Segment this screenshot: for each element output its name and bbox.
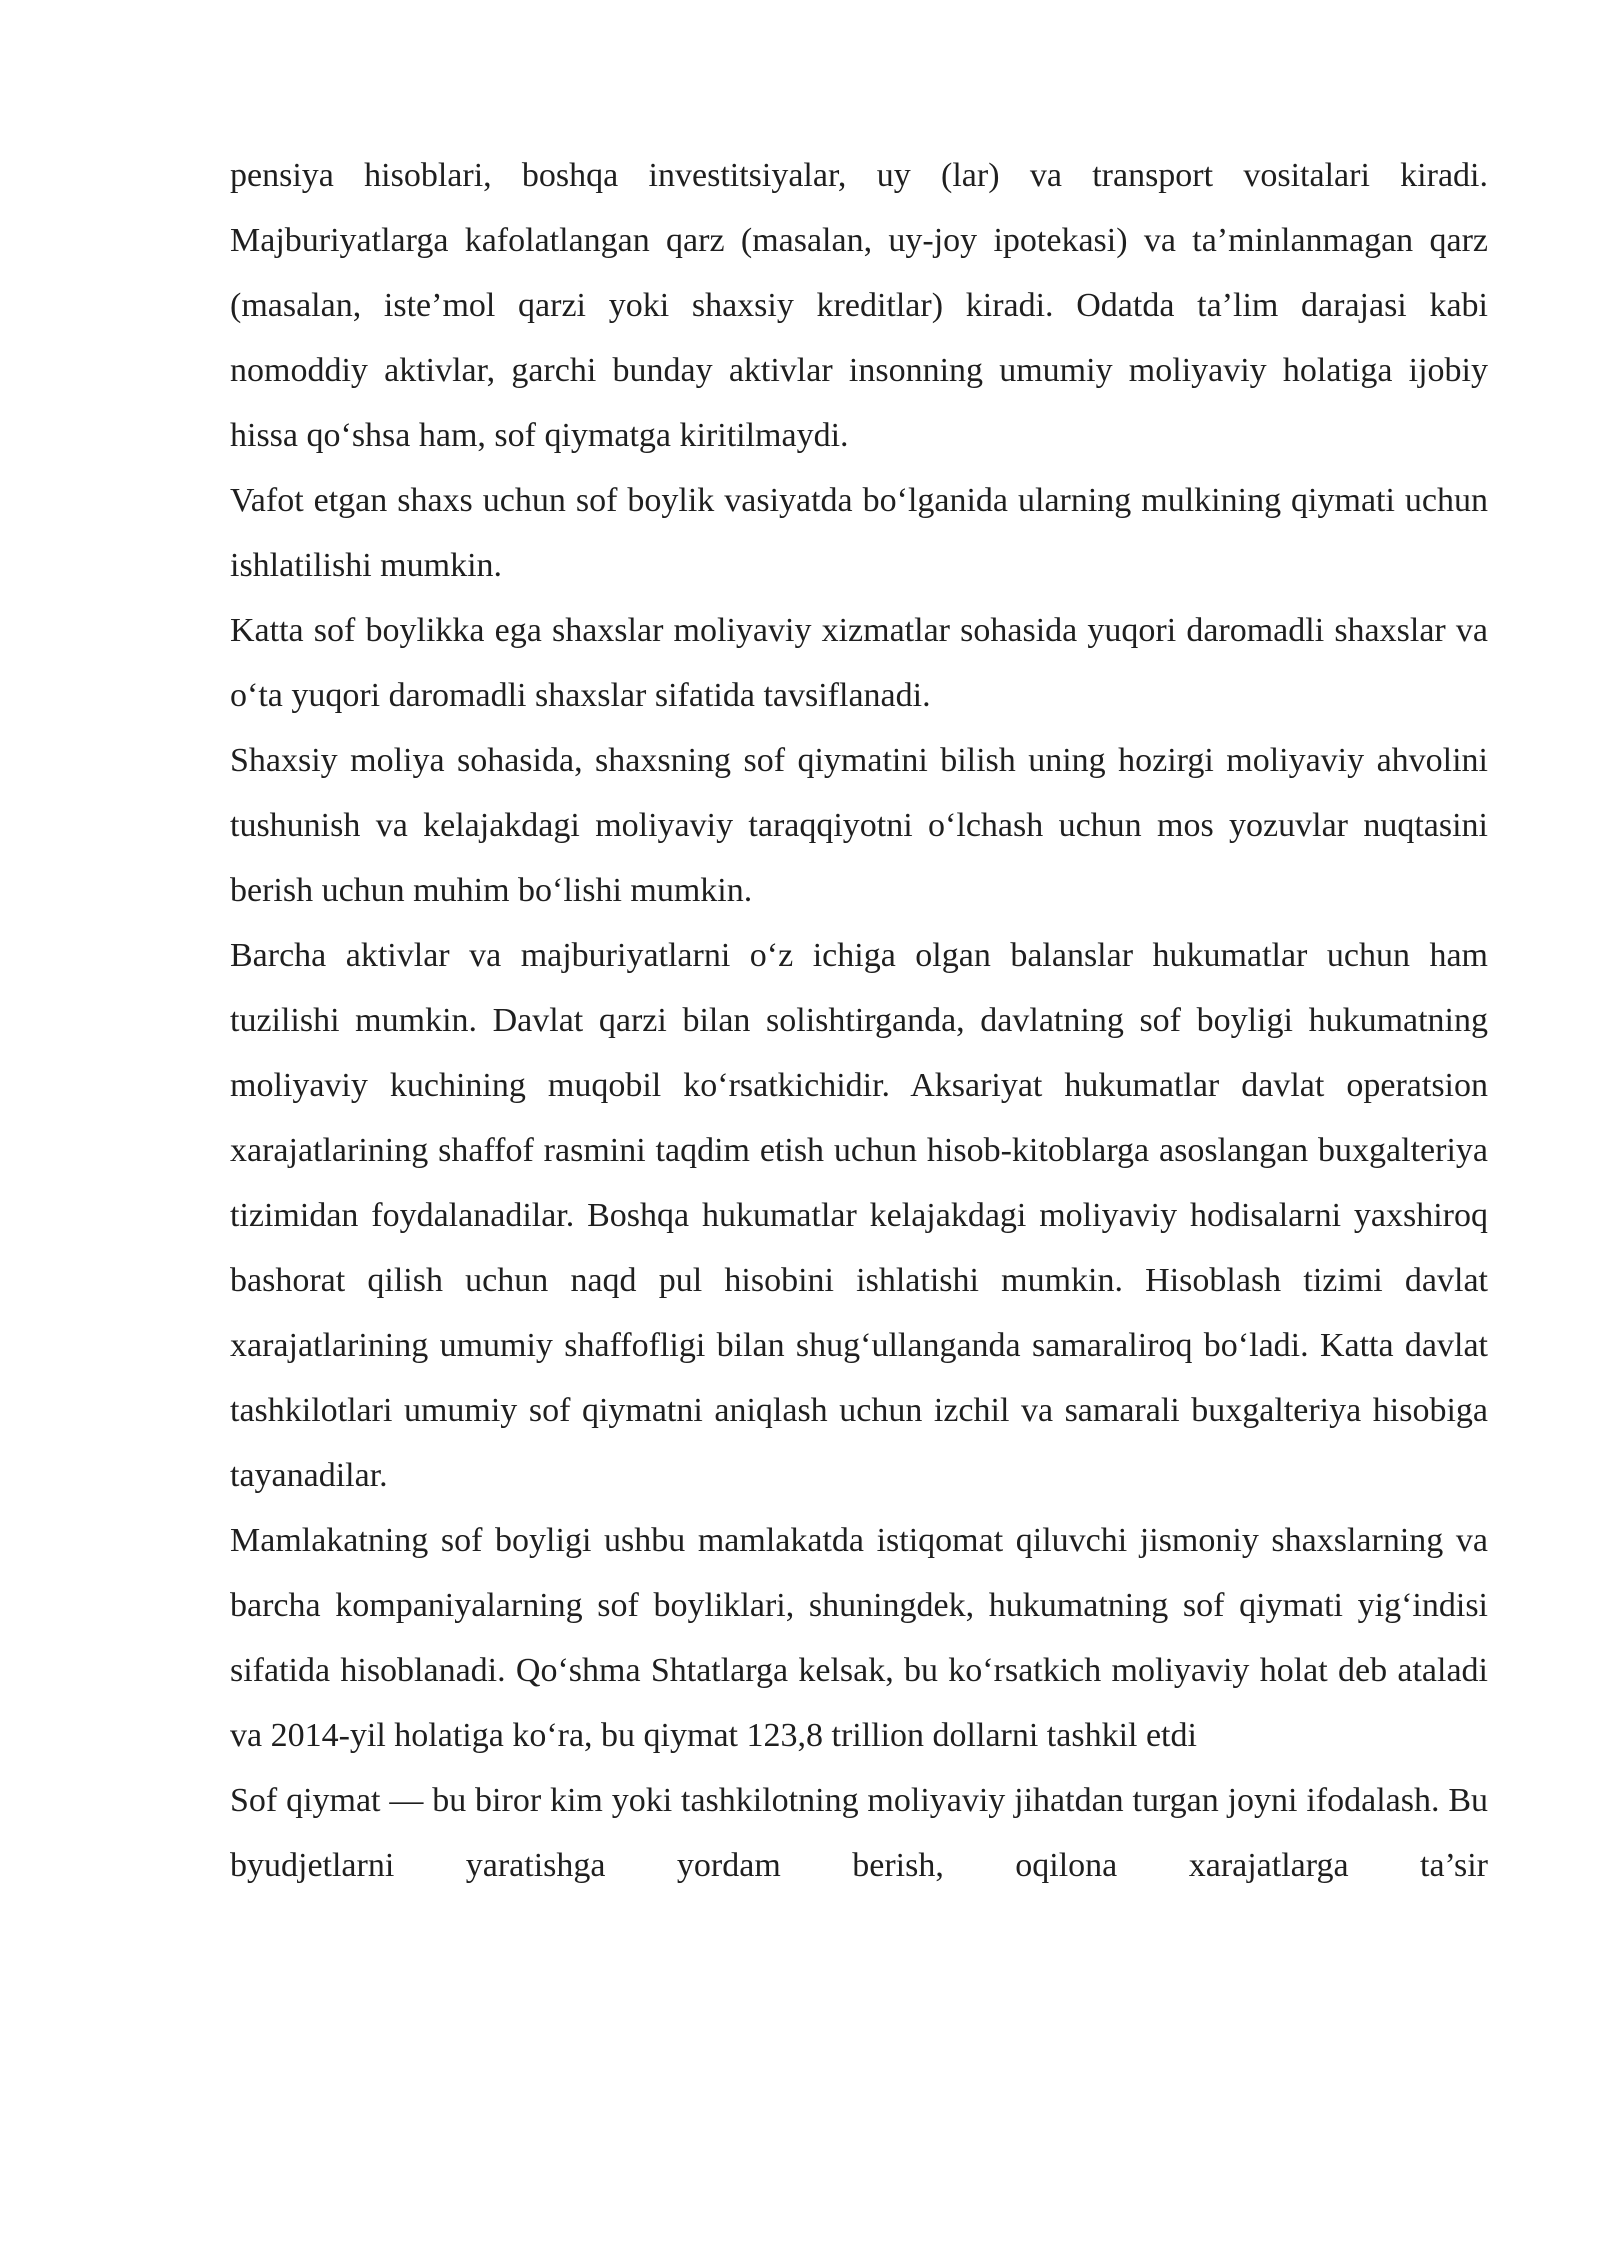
paragraph-7: Sof qiymat — bu biror kim yoki tashkilotning moliyaviy jihatdan turgan joyni ifodalash. Bu byudjetlarni yaratishga yordam berish, oqilona xarajatlarga ta’sir bbox=[230, 1782, 1488, 1884]
paragraph-3: Katta sof boylikka ega shaxslar moliyaviy xizmatlar sohasida yuqori daromadli shaxslar va o‘ta yuqori daromadli shaxslar sifatida tavsiflanadi. bbox=[230, 612, 1488, 714]
paragraph-2: Vafot etgan shaxs uchun sof boylik vasiyatda bo‘lganida ularning mulkining qiymati uchun ishlatilishi mumkin. bbox=[230, 482, 1488, 584]
paragraph-5: Barcha aktivlar va majburiyatlarni o‘z ichiga olgan balanslar hukumatlar uchun ham tuzilishi mumkin. Davlat qarzi bilan solishtirganda, davlatning sof boyligi hukumatning moliyaviy kuchining muqobil ko‘rsatkichidir. Aksariyat hukumatlar davlat operatsion xarajatlarining shaffof rasmini taqdim etish uchun hisob-kitoblarga asoslangan buxgalteriya tizimidan foydalanadilar. Boshqa hukumatlar kelajakdagi moliyaviy hodisalarni yaxshiroq bashorat qilish uchun naqd pul hisobini ishlatishi mumkin. Hisoblash tizimi davlat xarajatlarining umumiy shaffofligi bilan shug‘ullanganda samaraliroq bo‘ladi. Katta davlat tashkilotlari umumiy sof qiymatni aniqlash uchun izchil va samarali buxgalteriya hisobiga tayanadilar. bbox=[230, 937, 1488, 1494]
paragraph-1: pensiya hisoblari, boshqa investitsiyalar, uy (lar) va transport vositalari kiradi. Majburiyatlarga kafolatlangan qarz (masalan, uy-joy ipotekasi) va ta’minlanmagan qarz (masalan, iste’mol qarzi yoki shaxsiy kreditlar) kiradi. Odatda ta’lim darajasi kabi nomoddiy aktivlar, garchi bunday aktivlar insonning umumiy moliyaviy holatiga ijobiy hissa qo‘shsa ham, sof qiymatga kiritilmaydi. bbox=[230, 157, 1488, 454]
document-page bbox=[230, 143, 1488, 1898]
paragraph-6: Mamlakatning sof boyligi ushbu mamlakatda istiqomat qiluvchi jismoniy shaxslarning va barcha kompaniyalarning sof boyliklari, shuningdek, hukumatning sof qiymati yig‘indisi sifatida hisoblanadi. Qo‘shma Shtatlarga kelsak, bu ko‘rsatkich moliyaviy holat deb ataladi va 2014-yil holatiga ko‘ra, bu qiymat 123,8 trillion dollarni tashkil etdi bbox=[230, 1522, 1488, 1754]
paragraph-4: Shaxsiy moliya sohasida, shaxsning sof qiymatini bilish uning hozirgi moliyaviy ahvolini tushunish va kelajakdagi moliyaviy taraqqiyotni o‘lchash uchun mos yozuvlar nuqtasini berish uchun muhim bo‘lishi mumkin. bbox=[230, 742, 1488, 909]
